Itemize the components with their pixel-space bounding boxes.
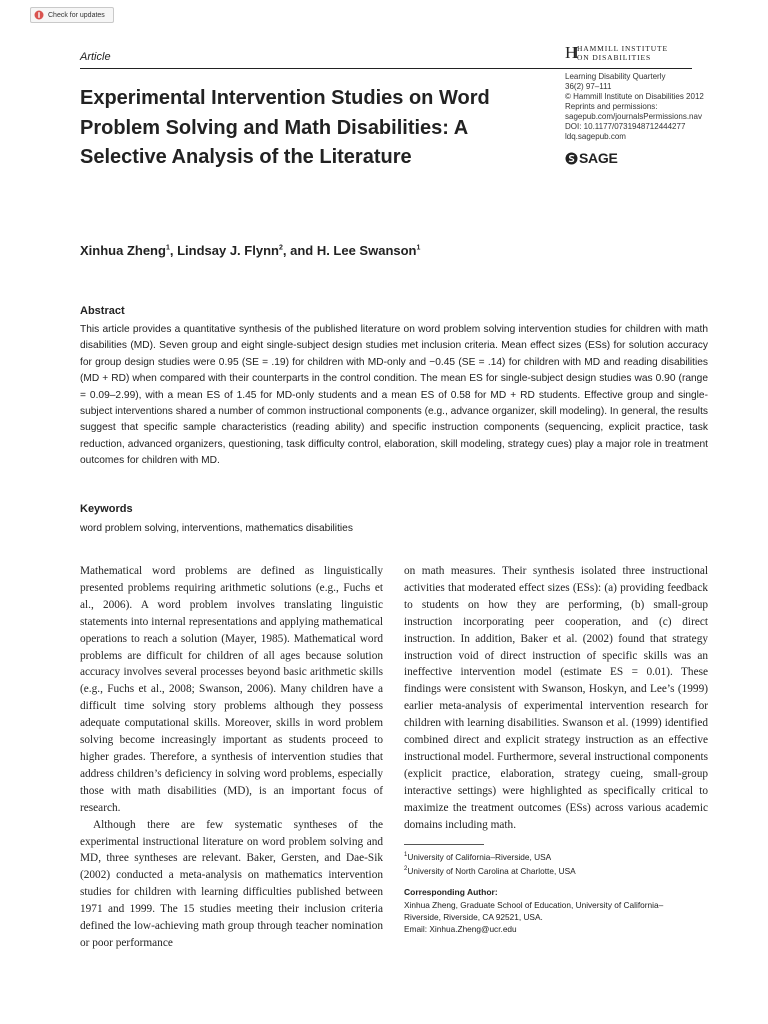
- author-affiliation-marker: 1: [416, 244, 421, 252]
- author-name: Lindsay J. Flynn: [177, 243, 279, 258]
- body-paragraph: Although there are few systematic syntheses of the experimental instructional literature on word problem solving and MD, three syntheses are relevant. Baker, Gersten, and Dae-Sik (2002) conducted a meta-analysis on mathematics intervention studies for children with learning difficulties published between 1971 and 1999. The 15 studies meeting their inclusion criteria defined the low-achieving math group through teacher nomination or poor performance: [80, 818, 383, 949]
- publisher-name-line-1: HAMMILL INSTITUTE: [576, 44, 669, 53]
- check-for-updates-icon: [34, 10, 44, 20]
- keywords-text: word problem solving, interventions, mathematics disabilities: [80, 523, 353, 534]
- body-column-right: [404, 563, 708, 834]
- sage-logo: [565, 150, 617, 166]
- corresponding-author-heading: Corresponding Author:: [404, 887, 498, 897]
- sage-logo-text: SAGE: [579, 150, 618, 166]
- journal-name: Learning Disability Quarterly: [565, 72, 666, 81]
- footnote-text: University of California–Riverside, USA: [407, 851, 552, 862]
- corresponding-author-email[interactable]: Email: Xinhua.Zheng@ucr.edu: [404, 924, 517, 934]
- journal-site-link[interactable]: ldq.sagepub.com: [565, 132, 626, 141]
- publisher-logo: [565, 44, 668, 62]
- publisher-name-line-2: ON DISABILITIES: [576, 53, 652, 62]
- author-separator: , and: [282, 243, 317, 258]
- publisher-logo-mark: HI: [565, 43, 575, 62]
- body-paragraph: Mathematical word problems are defined as linguistically presented problems requiring arithmetic solutions (e.g., Fuchs et al., 2006). A word problem involves translating linguistic statements into internal representations and applying mathematical operations to reach a solution (Mayer, 1985). Mathematical word problems are difficult for children of all ages because solution accuracy involves several processes beyond basic arithmetic skills (e.g., Fuchs et al., 2008; Swanson, 2006). Many children have a difficult time solving story problems although they possess adequate computational skills. Moreover, skills in word problem solving become increasingly important as students proceed to higher grades. Therefore, a synthesis of intervention studies that address children’s deficiency in solving word problems, especially those with math disabilities (MD), is an important focus of research.: [80, 565, 383, 814]
- corresponding-author-line: Riverside, Riverside, CA 92521, USA.: [404, 912, 543, 922]
- doi-link[interactable]: DOI: 10.1177/0731948712444277: [565, 122, 686, 131]
- sage-logo-icon: [565, 152, 578, 165]
- footnote-text: University of North Carolina at Charlotte, USA: [407, 865, 576, 876]
- author-name: Xinhua Zheng: [80, 243, 166, 258]
- affiliation-footnote: [404, 849, 576, 863]
- author-separator: ,: [169, 243, 178, 258]
- author-name: H. Lee Swanson: [316, 243, 417, 258]
- author-affiliation-marker: 1: [165, 244, 170, 252]
- footnote-rule: [404, 844, 484, 845]
- header-rule: [80, 68, 692, 69]
- article-type: Article: [80, 51, 111, 63]
- corresponding-author-line: Xinhua Zheng, Graduate School of Education, University of California–: [404, 900, 664, 910]
- footnote-marker: 1: [404, 852, 408, 858]
- article-title: Experimental Intervention Studies on Word Problem Solving and Math Disabilities: A Selective Analysis of the Literature: [80, 87, 490, 168]
- body-paragraph: on math measures. Their synthesis isolated three instructional activities that moderated effect sizes (ESs): (a) providing feedback to students on how they are performing, (b) small-group instruction incorporating peer cooperation, and (c) direct instruction. In addition, Baker et al. (2002) found that strategy instruction void of direct instruction of specific skills was an ineffective intervention model (estimate ES = 0.01). These findings were consistent with Swanson, Hoskyn, and Lee’s (1999) earlier meta-analysis of experimental intervention research for children with learning disabilities. Swanson et al. (1999) identified combined direct and explicit strategy instruction as an effective instructional model. Furthermore, several instructional components (explicit practice, elaboration, strategy cueing, small-group interactive settings) were highlighted as specifically critical to maximize the treatment outcomes (ESs) across various academic domains including math.: [404, 565, 709, 831]
- keywords-heading: Keywords: [80, 503, 133, 515]
- journal-reprints: Reprints and permissions:: [565, 102, 658, 111]
- journal-volume: 36(2) 97–111: [565, 82, 612, 91]
- abstract-heading: Abstract: [80, 305, 125, 317]
- permissions-link[interactable]: sagepub.com/journalsPermissions.nav: [565, 112, 702, 121]
- author-list: [80, 243, 420, 258]
- body-column-left: [80, 563, 383, 952]
- footnote-marker: 2: [404, 865, 408, 872]
- abstract-text: This article provides a quantitative synthesis of the published literature on word problem solving intervention studies for children with math disabilities (MD). Seven group and eight single-subject design studies met inclusion criteria. Mean effect sizes (ESs) for solution accuracy for group design studies were 0.95 (SE = .19) for children with MD-only and −0.45 (SE = .14) for children with MD and reading disabilities (MD + RD) when compared with their counterparts in the control condition. The mean ES for single-subject design studies was 0.90 (range = 0.09–2.99), with a mean ES of 1.45 for MD-only students and a mean ES of 0.58 for MD + RD students. Effective group and single-subject interventions shared a number of common instructional components (e.g., advance organizer, skill modeling). In general, the results suggest that specific sample characteristics (reading ability) and specific instruction components (sequencing, explicit practice, task reduction, advanced organizers, questioning, task difficulty control, elaboration, skill modeling, strategy cues) play a major role in treatment outcomes for children with MD.: [80, 324, 708, 467]
- check-for-updates-label: Check for updates: [48, 11, 105, 19]
- journal-copyright: © Hammill Institute on Disabilities 2012: [565, 92, 704, 101]
- journal-metadata: [565, 72, 704, 142]
- author-affiliation-marker: 2: [278, 244, 283, 252]
- corresponding-author-details: [404, 899, 663, 935]
- affiliation-footnote: [404, 863, 576, 877]
- check-for-updates-button[interactable]: [30, 7, 114, 23]
- affiliation-footnotes: [404, 849, 576, 877]
